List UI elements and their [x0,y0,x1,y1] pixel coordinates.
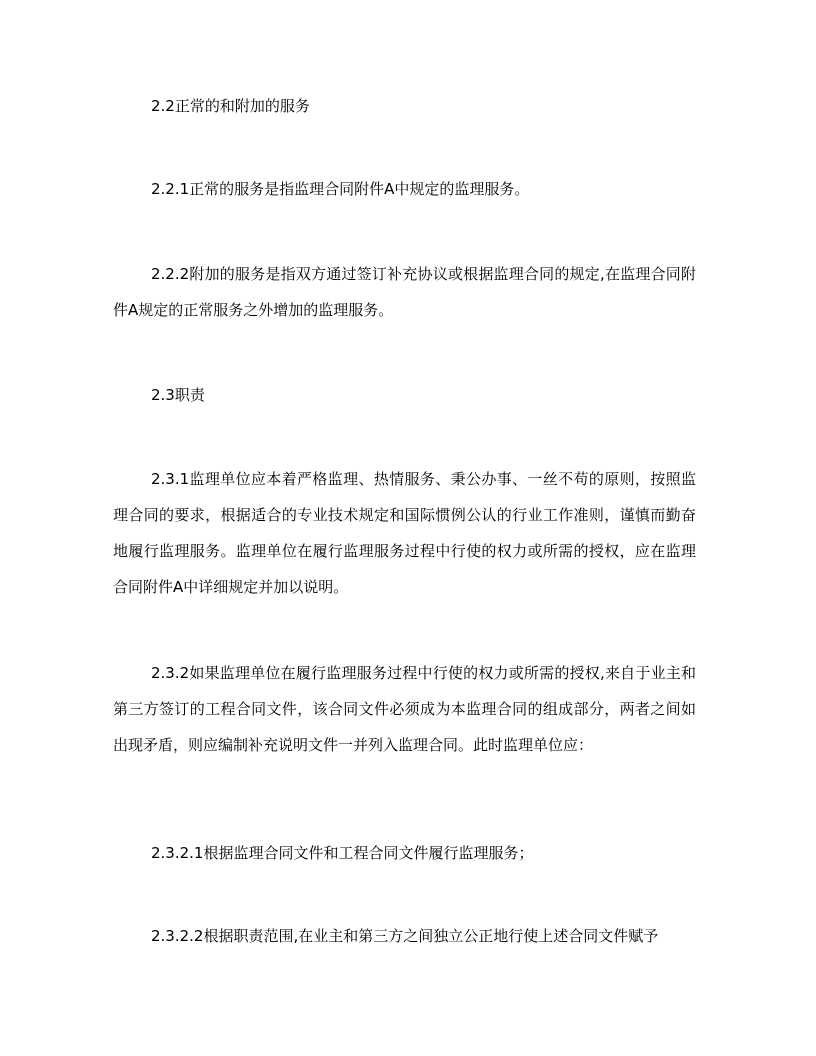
clause-2-3-2: 2.3.2如果监理单位在履行监理服务过程中行使的权力或所需的授权,来自于业主和第三方签订的工程合同文件，该合同文件必须成为本监理合同的组成部分，两者之间如出现矛盾，则应编制补充说明文件一并列入监理合同。此时监理单位应： [113,664,696,754]
clause-2-2-2: 2.2.2附加的服务是指双方通过签订补充协议或根据监理合同的规定,在监理合同附件A规定的正常服务之外增加的监理服务。 [113,265,696,319]
clause-2-3-2-1: 2.3.2.1根据监理合同文件和工程合同文件履行监理服务； [151,844,534,862]
section-heading-2-3: 2.3职责 [151,386,205,404]
clause-2-3-1: 2.3.1监理单位应本着严格监理、热情服务、秉公办事、一丝不苟的原则，按照监理合同的要求，根据适合的专业技术规定和国际惯例公认的行业工作准则，谨慎而勤奋地履行监理服务。监理单位在履行监理服务过程中行使的权力或所需的授权，应在监理合同附件A中详细规定并加以说明。 [113,470,696,596]
section-heading-2-2: 2.2正常的和附加的服务 [151,97,310,115]
clause-2-3-2-2: 2.3.2.2根据职责范围,在业主和第三方之间独立公正地行使上述合同文件赋予 [151,927,659,945]
clause-2-2-1: 2.2.1正常的服务是指监理合同附件A中规定的监理服务。 [151,180,530,198]
